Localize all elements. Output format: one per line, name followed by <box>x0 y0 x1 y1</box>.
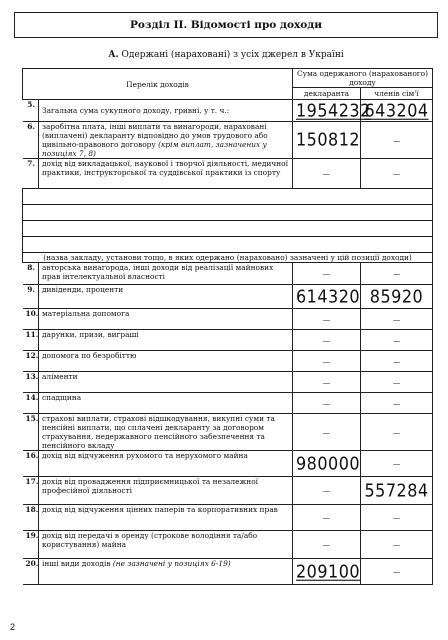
row-label: дохід від відчуження рухомого та нерухомого майна <box>39 451 293 477</box>
family-value: — <box>361 330 433 351</box>
table-row <box>23 285 433 309</box>
row-label: дохід від передачі в оренду (строкове володіння та/або користування) майна <box>39 531 293 559</box>
declarant-value: — <box>293 414 361 451</box>
subtitle <box>14 50 438 60</box>
row-number: 12. <box>23 351 39 372</box>
row-number: 7. <box>23 159 39 189</box>
row-number: 9. <box>23 285 39 309</box>
table-row <box>23 100 433 122</box>
row-number: 10. <box>23 309 39 330</box>
table-row <box>23 414 433 451</box>
header-family: членів сім'ї <box>361 88 433 100</box>
family-value: 557284 <box>361 477 433 505</box>
row-label: дарунки, призи, виграші <box>39 330 293 351</box>
row-label: дохід від відчуження цінних паперів та корпоративних прав <box>39 505 293 531</box>
row-label: страхові виплати, страхові відшкодування, викупні суми та пенсійні виплати, що сплачені декларанту за договором страхування, недержавного пенсійного забезпечення та пенсійного вкладу <box>39 414 293 451</box>
family-value: — <box>361 559 433 585</box>
row-number: 8. <box>23 263 39 285</box>
header-declarant: декларанта <box>293 88 361 100</box>
declarant-value: — <box>293 393 361 414</box>
family-value: — <box>361 122 433 159</box>
declarant-value: — <box>293 477 361 505</box>
table-row <box>23 159 433 189</box>
declarant-value: 150812 <box>293 122 361 159</box>
income-table <box>22 68 433 585</box>
table-row <box>23 122 433 159</box>
declarant-value: 1954232 <box>293 100 361 122</box>
row-number: 14. <box>23 393 39 414</box>
declarant-value: — <box>293 505 361 531</box>
blank-line <box>23 237 433 253</box>
row-number: 13. <box>23 372 39 393</box>
declarant-value: — <box>293 351 361 372</box>
blank-line <box>23 205 433 221</box>
subtitle-text: Одержані (нараховані) з усіх джерел в Україні <box>121 50 344 60</box>
row-label: дохід від провадження підприємницької та незалежної професійної діяльності <box>39 477 293 505</box>
row-label: заробітна плата, інші виплати та винагороди, нараховані (виплачені) декларанту відповідно до умов трудового або цивільно-правового договору (крім виплат, зазначених у позиціях 7, 8) <box>39 122 293 159</box>
row-label: допомога по безробіттю <box>39 351 293 372</box>
row-number: 18. <box>23 505 39 531</box>
row-number: 19. <box>23 531 39 559</box>
table-row <box>23 451 433 477</box>
section-title: Розділ ІІ. Відомості про доходи <box>14 12 438 38</box>
declarant-value: — <box>293 531 361 559</box>
table-row <box>23 559 433 585</box>
table-row <box>23 531 433 559</box>
declarant-value: 209100 <box>293 559 361 585</box>
row-number: 11. <box>23 330 39 351</box>
row-number: 6. <box>23 122 39 159</box>
row-label-note: (крім виплат, зазначених у позиціях 7, 8) <box>42 140 267 158</box>
table-row <box>23 263 433 285</box>
row-label: матеріальна допомога <box>39 309 293 330</box>
row-label-note: (не зазначені у позиціях 6-19) <box>112 559 231 568</box>
table-row <box>23 351 433 372</box>
declarant-value: — <box>293 309 361 330</box>
row-label: авторська винагорода, інші доходи від реалізації майнових прав інтелектуальної власності <box>39 263 293 285</box>
row-number: 5. <box>23 100 39 122</box>
table-row <box>23 393 433 414</box>
blank-line <box>23 189 433 205</box>
row-label: інші види доходів (не зазначені у позиціях 6-19) <box>39 559 293 585</box>
row-number: 16. <box>23 451 39 477</box>
table-row <box>23 309 433 330</box>
table-row <box>23 477 433 505</box>
row-label: спадщина <box>39 393 293 414</box>
header-list: Перелік доходів <box>23 69 293 100</box>
family-value: — <box>361 414 433 451</box>
family-value: — <box>361 531 433 559</box>
institution-caption: (назва закладу, установи тощо, в яких одержано (нараховано) зазначені у цій позиції доходи) <box>23 253 433 263</box>
row-label: дивіденди, проценти <box>39 285 293 309</box>
table-row <box>23 372 433 393</box>
declarant-value: 980000 <box>293 451 361 477</box>
table-row <box>23 505 433 531</box>
family-value: — <box>361 372 433 393</box>
family-value: — <box>361 505 433 531</box>
row-number: 20. <box>23 559 39 585</box>
row-number: 15. <box>23 414 39 451</box>
declarant-value: — <box>293 372 361 393</box>
family-value: — <box>361 263 433 285</box>
family-value: 643204 <box>361 100 433 122</box>
family-value: — <box>361 451 433 477</box>
blank-line <box>23 221 433 237</box>
header-sum: Сума одержаного (нарахованого) доходу <box>293 69 433 88</box>
table-row <box>23 330 433 351</box>
row-number: 17. <box>23 477 39 505</box>
declarant-value: — <box>293 330 361 351</box>
row-label: аліменти <box>39 372 293 393</box>
row-label: дохід від викладацької, наукової і творчої діяльності, медичної практики, інструкторської та суддівської практики із спорту <box>39 159 293 189</box>
family-value: — <box>361 393 433 414</box>
family-value: — <box>361 309 433 330</box>
family-value: 85920 <box>361 285 433 309</box>
family-value: — <box>361 351 433 372</box>
subtitle-letter: А. <box>108 50 119 60</box>
family-value: — <box>361 159 433 189</box>
page-number: 2 <box>10 622 16 632</box>
declarant-value: — <box>293 263 361 285</box>
declarant-value: 614320 <box>293 285 361 309</box>
declarant-value: — <box>293 159 361 189</box>
row-label: Загальна сума сукупного доходу, гривні, у т. ч.: <box>39 100 293 122</box>
